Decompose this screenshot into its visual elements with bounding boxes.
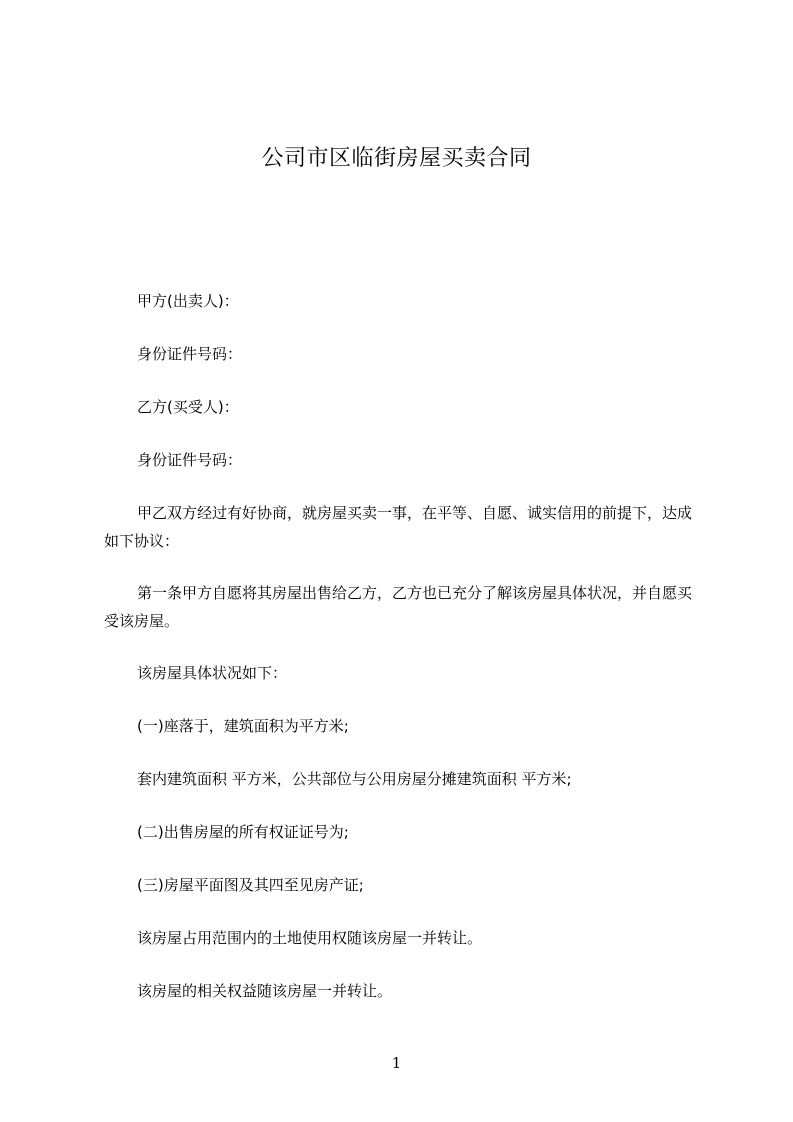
inner-area-line: 套内建筑面积 平方米，公共部位与公用房屋分摊建筑面积 平方米;	[137, 770, 572, 788]
item-three-floorplan: (三)房屋平面图及其四至见房产证;	[137, 876, 364, 894]
article-one: 第一条甲方自愿将其房屋出售给乙方，乙方也已充分了解该房屋具体状况，并自愿买受该房屋。	[104, 584, 693, 630]
land-use-rights: 该房屋占用范围内的土地使用权随该房屋一并转让。	[137, 929, 483, 947]
party-a-seller: 甲方(出卖人)：	[137, 292, 239, 310]
item-one-location: (一)座落于，建筑面积为平方米;	[137, 717, 349, 735]
party-a-id-number: 身份证件号码：	[137, 345, 243, 363]
party-b-buyer: 乙方(买受人)：	[137, 398, 239, 416]
related-rights: 该房屋的相关权益随该房屋一并转让。	[137, 982, 393, 1000]
document-title: 公司市区临街房屋买卖合同	[261, 146, 532, 171]
item-two-certificate: (二)出售房屋的所有权证证号为;	[137, 823, 349, 841]
party-b-id-number: 身份证件号码：	[137, 451, 243, 469]
agreement-preamble: 甲乙双方经过有好协商，就房屋买卖一事，在平等、自愿、诚实信用的前提下，达成如下协议：	[104, 504, 693, 550]
house-condition-heading: 该房屋具体状况如下：	[137, 664, 288, 682]
page-number: 1	[391, 1054, 402, 1072]
